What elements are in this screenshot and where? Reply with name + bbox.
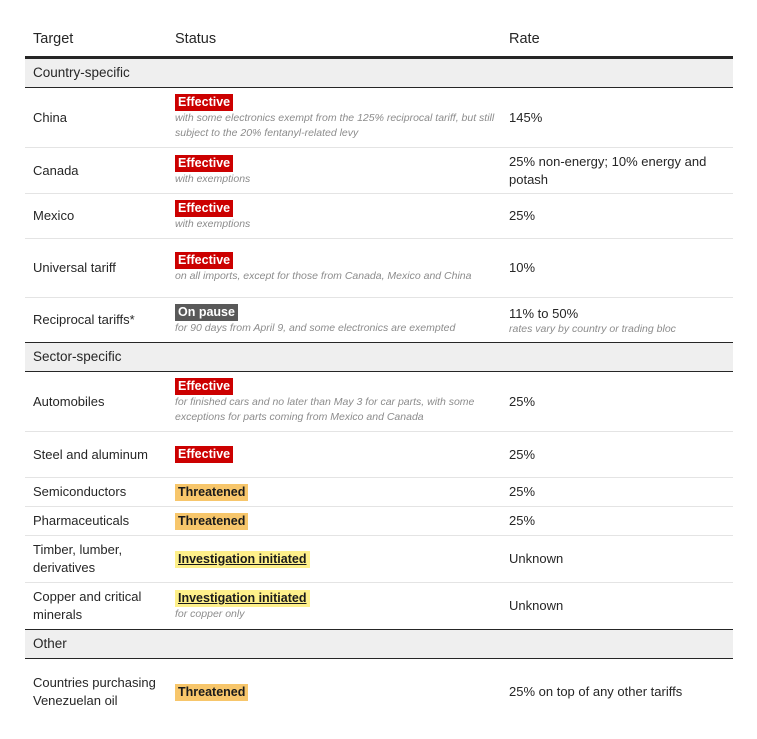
row-target: Semiconductors [33, 484, 127, 499]
table-row [25, 659, 733, 725]
status-badge: Threatened [175, 513, 248, 530]
rate-value: 11% to 50% [509, 305, 579, 321]
rate-note: rates vary by country or trading bloc [509, 322, 676, 335]
row-status [175, 94, 509, 141]
status-badge[interactable]: Investigation initiated [175, 590, 310, 607]
row-status [175, 684, 509, 701]
table-row [25, 298, 733, 342]
table-row [25, 239, 733, 298]
table-row [25, 583, 733, 629]
row-rate: 25% non-energy; 10% energy and potash [509, 153, 707, 187]
row-target: China [33, 109, 67, 125]
status-note: for finished cars and no later than May 3 for car parts, with some exceptions for parts coming from Mexico and Canada [175, 396, 475, 423]
status-badge: Effective [175, 155, 233, 172]
status-badge: Threatened [175, 484, 248, 501]
status-note: with exemptions [175, 218, 251, 230]
row-rate: 25% [509, 484, 536, 499]
table-row [25, 478, 733, 507]
row-target: Universal tariff [33, 260, 116, 275]
row-status [175, 484, 509, 501]
section-sector-specific: Sector-specific [25, 342, 733, 372]
row-rate: 145% [509, 109, 543, 125]
table-row [25, 432, 733, 478]
row-status [175, 378, 509, 425]
section-country-specific: Country-specific [25, 59, 733, 88]
row-status [175, 304, 509, 336]
row-rate: 25% [509, 446, 536, 462]
status-badge: Effective [175, 378, 233, 395]
row-rate: 25% [509, 393, 536, 409]
header-rate: Rate [509, 30, 540, 47]
row-rate: 25% on top of any other tariffs [509, 684, 683, 699]
row-target: Automobiles [33, 393, 105, 409]
status-badge[interactable]: Investigation initiated [175, 551, 310, 568]
row-status [175, 446, 509, 463]
row-rate: 25% [509, 513, 536, 528]
header-target: Target [33, 30, 74, 47]
row-target: Mexico [33, 208, 75, 223]
row-status [175, 252, 509, 284]
status-badge: Threatened [175, 684, 248, 701]
row-rate [509, 305, 725, 336]
row-target: Pharmaceuticals [33, 513, 130, 528]
row-target: Timber, lumber, derivatives [33, 542, 123, 575]
row-status [175, 551, 509, 568]
table-row [25, 148, 733, 194]
status-note: on all imports, except for those from Canada, Mexico and China [175, 270, 472, 282]
row-rate: 25% [509, 208, 536, 223]
status-note: with exemptions [175, 172, 251, 185]
row-target: Copper and critical minerals [33, 589, 142, 622]
row-status [175, 155, 509, 187]
row-rate: 10% [509, 260, 536, 275]
row-target: Steel and aluminum [33, 446, 148, 462]
row-rate: Unknown [509, 551, 564, 566]
table-row [25, 372, 733, 432]
tariff-table [25, 21, 733, 725]
section-other: Other [25, 629, 733, 659]
status-note: for copper only [175, 608, 245, 620]
row-target: Reciprocal tariffs* [33, 312, 135, 327]
table-row [25, 88, 733, 148]
header-status: Status [175, 30, 217, 47]
table-row [25, 536, 733, 583]
status-badge: Effective [175, 200, 233, 217]
row-status [175, 513, 509, 530]
row-rate: Unknown [509, 598, 564, 613]
status-badge: Effective [175, 94, 233, 111]
status-badge: On pause [175, 304, 238, 321]
status-note: for 90 days from April 9, and some electronics are exempted [175, 322, 456, 334]
row-status [175, 590, 509, 622]
status-badge: Effective [175, 252, 233, 269]
table-row [25, 194, 733, 239]
status-badge: Effective [175, 446, 233, 463]
status-note: with some electronics exempt from the 125% reciprocal tariff, but still subject to the 20% fentanyl-related levy [175, 112, 495, 139]
table-header [25, 21, 733, 59]
row-target: Countries purchasing Venezuelan oil [33, 675, 156, 708]
table-row [25, 507, 733, 536]
row-target: Canada [33, 162, 79, 178]
row-status [175, 200, 509, 232]
